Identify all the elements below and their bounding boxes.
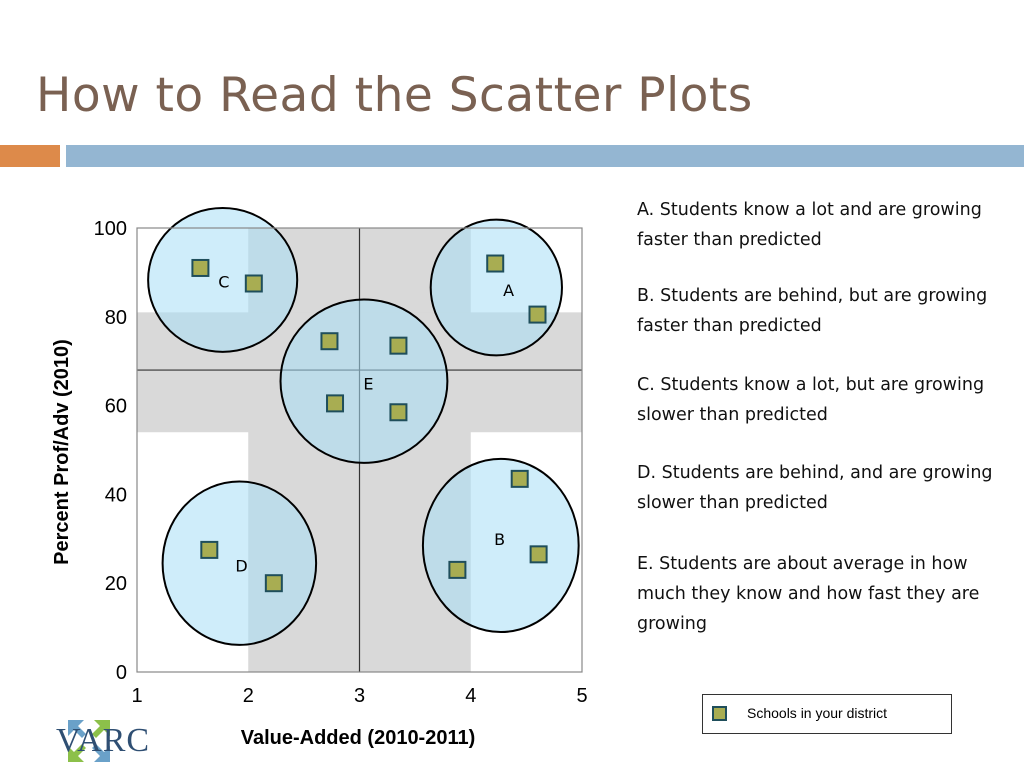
data-point — [327, 395, 343, 411]
region-label-a: A — [503, 281, 515, 301]
legend-swatch — [712, 706, 727, 721]
data-point — [531, 546, 547, 562]
y-axis-title: Percent Prof/Adv (2010) — [51, 339, 73, 565]
data-point — [530, 307, 546, 323]
x-tick-label: 2 — [242, 685, 254, 707]
annotation-a: A. Students know a lot and are growing faster than predicted — [637, 200, 982, 250]
x-tick-label: 4 — [465, 685, 477, 707]
y-tick-label: 80 — [104, 306, 127, 329]
logo-text: VARC — [56, 722, 151, 759]
page-title: How to Read the Scatter Plots — [36, 68, 753, 123]
accent-bar-orange — [0, 145, 60, 167]
y-tick-label: 60 — [104, 395, 127, 418]
data-point — [487, 256, 503, 272]
y-tick-label: 0 — [115, 662, 127, 684]
scatter-chart — [0, 180, 620, 760]
region-bubble-a — [431, 220, 562, 356]
data-point — [512, 471, 528, 487]
region-label-c: C — [218, 272, 230, 292]
x-axis-title: Value-Added (2010-2011) — [240, 727, 476, 749]
region-label-b: B — [494, 529, 506, 549]
chart-legend — [702, 694, 952, 734]
accent-bar-blue — [66, 145, 1024, 167]
data-point — [321, 333, 337, 349]
data-point — [390, 338, 406, 354]
annotation-b: B. Students are behind, but are growing faster than predicted — [637, 286, 988, 336]
data-point — [266, 575, 282, 591]
data-point — [201, 542, 217, 558]
annotation-e: E. Students are about average in how much they know and how fast they are growing — [637, 554, 980, 634]
data-point — [246, 276, 262, 292]
x-tick-label: 1 — [131, 685, 143, 707]
legend-label: Schools in your district — [747, 705, 888, 721]
region-label-e: E — [363, 374, 374, 394]
x-tick-label: 5 — [576, 685, 588, 707]
annotation-d: D. Students are behind, and are growing slower than predicted — [637, 463, 993, 513]
data-point — [449, 562, 465, 578]
data-point — [390, 404, 406, 420]
annotation-c: C. Students know a lot, but are growing slower than predicted — [637, 375, 985, 425]
x-tick-label: 3 — [353, 685, 366, 707]
region-label-d: D — [235, 556, 248, 576]
y-tick-label: 20 — [104, 573, 127, 596]
y-tick-label: 40 — [104, 484, 127, 507]
data-point — [192, 260, 208, 276]
y-tick-label: 100 — [93, 218, 127, 240]
